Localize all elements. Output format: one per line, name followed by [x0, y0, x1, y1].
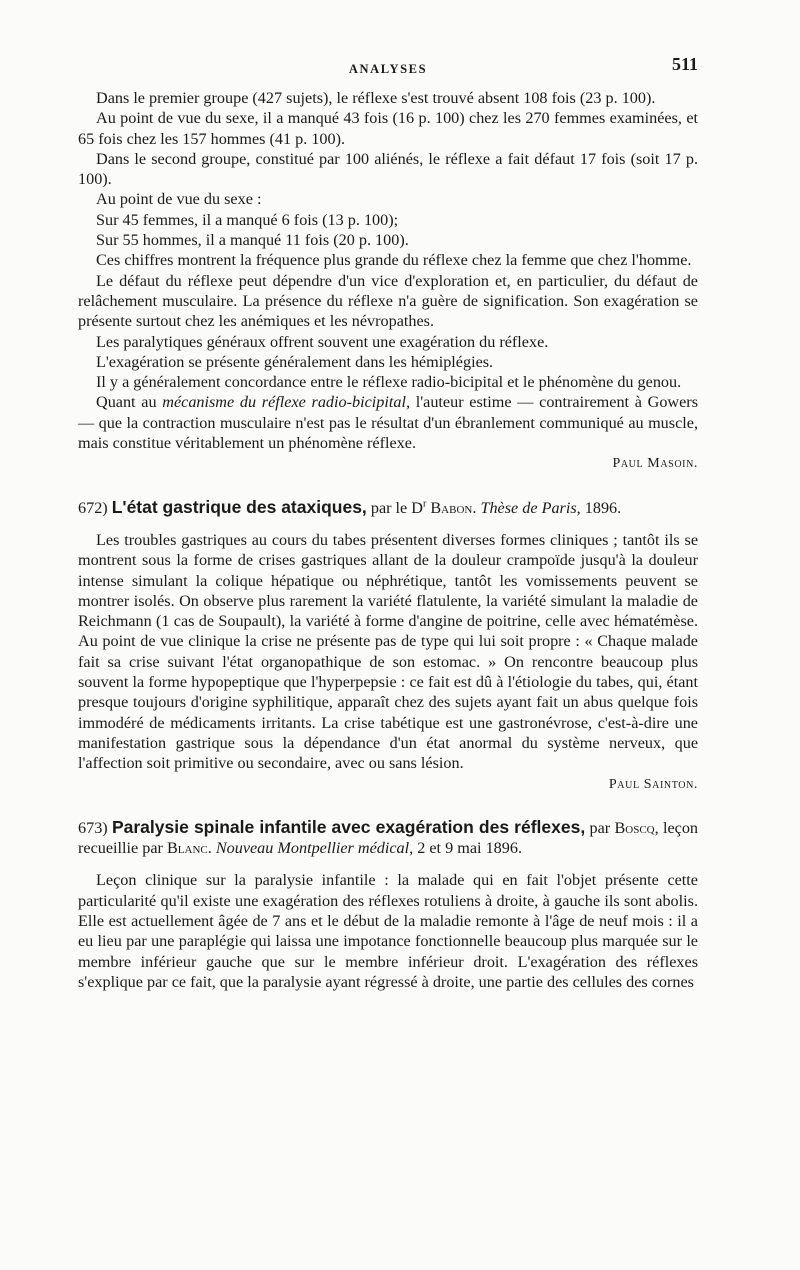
section-number: 672)	[78, 498, 108, 517]
page-number: 511	[671, 54, 698, 74]
running-head: ANALYSES	[348, 62, 428, 76]
paragraph	[78, 392, 698, 453]
section-title: Paralysie spinale infantile avec exagération des réflexes,	[111, 816, 586, 837]
paragraph: Sur 45 femmes, il a manqué 6 fois (13 p. 100);	[96, 210, 399, 229]
text-run: par le D	[366, 498, 423, 517]
section-body: Leçon clinique sur la paralysie infantile : la malade qui en fait l'objet présente cette particularité qu'il existe une exagération des réflexes rotuliens à droite, à gauche ils sont abolis. Elle est actuellement âgée de 7 ans et le début de la maladie remonte à l'âge de neuf mois : il a eu lieu par une paraplégie qui laissa une impotance fonctionnelle beaucoup plus marquée sur le membre inférieur gauche que sur le membre inférieur droit. L'exagération des réflexes s'explique par ce fait, que la paralysie ayant régressé à droite, une partie des cellules des cornes	[78, 871, 698, 991]
document-page	[78, 52, 698, 992]
section-number: 673)	[78, 818, 108, 837]
superscript: r	[422, 498, 427, 510]
text-run: par	[585, 818, 615, 837]
text-run: 1896.	[580, 498, 622, 517]
paragraph: Il y a généralement concordance entre le réflexe radio-bicipital et le phénomène du genou.	[96, 373, 682, 392]
source-title: Nouveau Montpellier médical,	[215, 839, 414, 858]
section-body: Les troubles gastriques au cours du tabes présentent diverses formes cliniques ; tantôt ils se montrent sous la forme de crises gastriques allant de la douleur crampoïde jusqu'à la douleur intense simulant la colique hépatique ou néphrétique, tantôt les vomissements peuvent se montrer isolés. On observe plus rarement la variété flatulente, la variété simulant la maladie de Reichmann (1 cas de Soupault), la variété à forme d'angine de poitrine, celle avec hématémèse. Au point de vue clinique la crise ne présente pas de type qui lui soit propre : « Chaque malade fait sa crise suivant l'état organopathique de son estomac. » On rencontre beaucoup plus souvent la forme hypopeptique que l'hyperpepsie : ce fait est dû à l'étiologie du tabes, qui, étant presque toujours d'origine syphilitique, apparaît chez des sujets ayant fait un abus quelque fois immodéré de médicaments irritants. La crise tabétique est une gastronévrose, c'est-à-dire une manifestation gastrique sous la dépendance d'un état anormal du système nerveux, que l'affection soit primitive ou secondaire, avec ou sans lésion.	[78, 530, 698, 773]
section-title: L'état gastrique des ataxiques,	[111, 496, 367, 517]
author-signature: Paul Sainton.	[608, 776, 698, 792]
paragraph: Dans le premier groupe (427 sujets), le réflexe s'est trouvé absent 108 fois (23 p. 100).	[96, 89, 656, 107]
text-run: , leçon recueillie par	[78, 818, 699, 858]
page-header	[78, 52, 698, 78]
paragraph: Le défaut du réflexe peut dépendre d'un vice d'exploration et, en particulier, du défaut de relâchement musculaire. La présence du réflexe n'a guère de signification. Son exagération se présente surtout chez les anémiques et les névropathes.	[78, 271, 698, 331]
paragraph: Au point de vue du sexe, il a manqué 43 fois (16 p. 100) chez les 270 femmes examinées, et 65 fois chez les 157 hommes (41 p. 100).	[78, 109, 698, 148]
text-run: Quant au	[96, 393, 163, 412]
author-name: Blanc	[166, 839, 208, 858]
text-run: 2 et 9 mai 1896.	[413, 839, 522, 858]
section-heading-672: 672) L'état gastrique des ataxiques, par le $D^r$ Babon. Thèse de Paris, 1896.	[78, 496, 622, 517]
italic-text: mécanisme du réflexe radio-bicipital,	[162, 393, 411, 412]
author-name: Boscq	[614, 818, 655, 837]
paragraph: L'exagération se présente généralement dans les hémiplégies.	[96, 352, 494, 371]
paragraph: Ces chiffres montrent la fréquence plus grande du réflexe chez la femme que chez l'homme.	[96, 251, 692, 270]
source-title: Thèse de Paris,	[480, 498, 581, 517]
author-name: Babon	[430, 498, 473, 517]
author-signature: Paul Masoin.	[612, 456, 698, 472]
section-heading-673: 673) Paralysie spinale infantile avec exagération des réflexes, par Boscq, leçon recueillie par Blanc. Nouveau Montpellier médical, 2 et 9 mai 1896.	[78, 816, 699, 858]
text-run: l'auteur estime — contrairement à Gowers — que la contraction musculaire n'est pas le résultat d'un ébranlement communiqué au muscle, mais constitue véritablement un phénomène réflexe.	[78, 393, 698, 453]
paragraph: Dans le second groupe, constitué par 100 aliénés, le réflexe a fait défaut 17 fois (soit 17 p. 100).	[78, 149, 698, 189]
paragraph: Les paralytiques généraux offrent souvent une exagération du réflexe.	[96, 332, 549, 351]
paragraph: Sur 55 hommes, il a manqué 11 fois (20 p. 100).	[96, 231, 409, 250]
paragraph: Au point de vue du sexe :	[96, 190, 262, 209]
